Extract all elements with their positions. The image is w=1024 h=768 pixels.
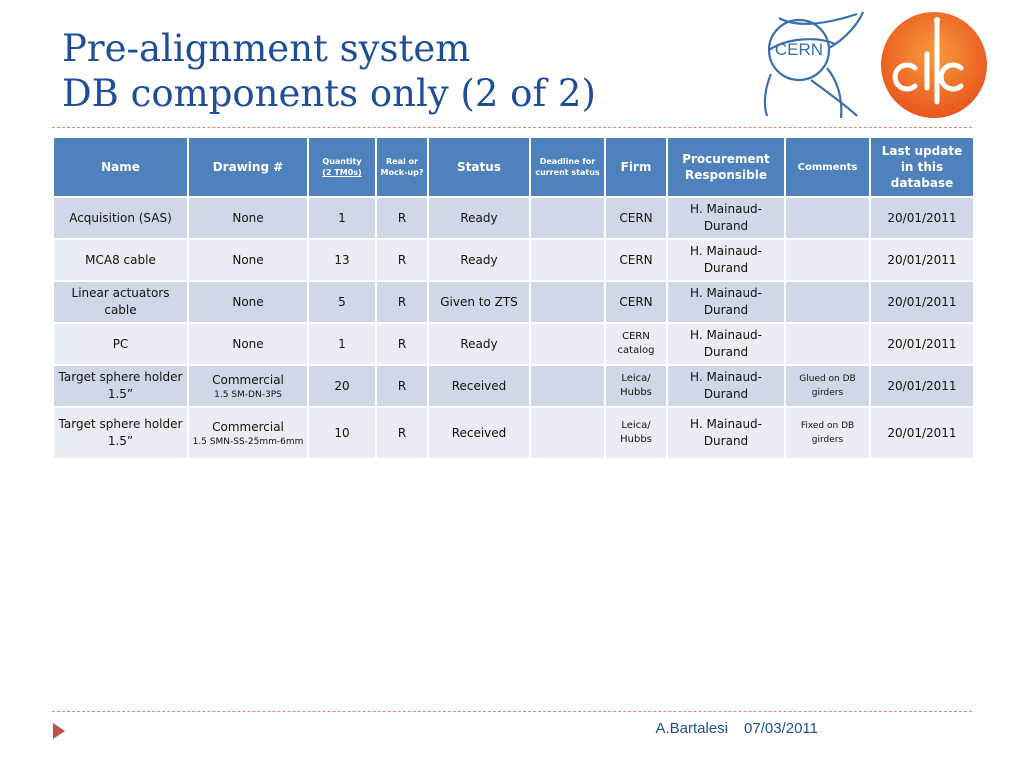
cell-status: Ready xyxy=(428,323,530,365)
components-table xyxy=(52,136,975,460)
footer-date: 07/03/2011 xyxy=(744,720,818,737)
cell-last-update: 20/01/2011 xyxy=(870,323,974,365)
table-row xyxy=(53,239,974,281)
slide-footer xyxy=(655,720,818,737)
header-procurement: Procurement Responsible xyxy=(667,137,785,197)
bottom-divider xyxy=(52,711,972,712)
header-last-update: Last update in this database xyxy=(870,137,974,197)
cell-name: MCA8 cable xyxy=(53,239,188,281)
cell-name: Target sphere holder 1.5” xyxy=(53,407,188,459)
cell-procurement: H. Mainaud-Durand xyxy=(667,323,785,365)
cell-firm: CERN xyxy=(605,239,667,281)
cell-deadline xyxy=(530,407,605,459)
arrow-bullet-icon xyxy=(52,722,66,740)
cell-drawing-sub: 1.5 SMN-SS-25mm-6mm xyxy=(192,436,304,447)
cell-procurement: H. Mainaud-Durand xyxy=(667,239,785,281)
cell-name: Acquisition (SAS) xyxy=(53,197,188,239)
cell-procurement: H. Mainaud-Durand xyxy=(667,365,785,407)
table-row xyxy=(53,365,974,407)
cell-drawing-sub: 1.5 SM-DN-3PS xyxy=(214,389,282,400)
header-deadline: Deadline for current status xyxy=(530,137,605,197)
header-drawing: Drawing # xyxy=(188,137,308,197)
cell-status: Ready xyxy=(428,197,530,239)
cell-real: R xyxy=(376,281,428,323)
cell-procurement: H. Mainaud-Durand xyxy=(667,197,785,239)
cell-quantity: 5 xyxy=(308,281,376,323)
table-row xyxy=(53,323,974,365)
cell-comments: Glued on DB girders xyxy=(785,365,870,407)
cell-real: R xyxy=(376,323,428,365)
cell-status: Received xyxy=(428,365,530,407)
table-row xyxy=(53,197,974,239)
top-divider xyxy=(52,127,972,128)
cell-deadline xyxy=(530,239,605,281)
cell-firm: Leica/ Hubbs xyxy=(605,365,667,407)
header-firm: Firm xyxy=(605,137,667,197)
cell-drawing xyxy=(188,407,308,459)
cell-procurement: H. Mainaud-Durand xyxy=(667,407,785,459)
footer-author: A.Bartalesi xyxy=(655,720,729,737)
cell-real: R xyxy=(376,407,428,459)
cell-procurement: H. Mainaud-Durand xyxy=(667,281,785,323)
cell-status: Given to ZTS xyxy=(428,281,530,323)
table-row xyxy=(53,407,974,459)
cell-comments xyxy=(785,281,870,323)
cell-comments xyxy=(785,197,870,239)
cell-last-update: 20/01/2011 xyxy=(870,365,974,407)
cern-logo xyxy=(757,8,867,120)
cell-last-update: 20/01/2011 xyxy=(870,407,974,459)
cell-name: Linear actuators cable xyxy=(53,281,188,323)
cell-comments xyxy=(785,323,870,365)
cern-logo-text: CERN xyxy=(774,40,824,59)
cell-last-update: 20/01/2011 xyxy=(870,197,974,239)
cell-last-update: 20/01/2011 xyxy=(870,281,974,323)
cell-drawing xyxy=(188,365,308,407)
header-quantity-sub: (2 TM0s) xyxy=(322,168,362,177)
cell-last-update: 20/01/2011 xyxy=(870,239,974,281)
cell-deadline xyxy=(530,323,605,365)
slide-title-line-2: DB components only (2 of 2) xyxy=(62,72,596,115)
header-status: Status xyxy=(428,137,530,197)
cell-firm: CERN xyxy=(605,281,667,323)
cell-deadline xyxy=(530,281,605,323)
cell-real: R xyxy=(376,239,428,281)
cell-firm: CERN catalog xyxy=(605,323,667,365)
cell-comments: Fixed on DB girders xyxy=(785,407,870,459)
slide-title xyxy=(62,26,596,116)
header-real: Real or Mock-up? xyxy=(376,137,428,197)
cell-quantity: 10 xyxy=(308,407,376,459)
cell-quantity: 20 xyxy=(308,365,376,407)
header-quantity-label: Quantity xyxy=(322,157,362,166)
slide-title-line-1: Pre-alignment system xyxy=(62,27,471,70)
cell-status: Received xyxy=(428,407,530,459)
cell-status: Ready xyxy=(428,239,530,281)
cell-deadline xyxy=(530,197,605,239)
cell-name: PC xyxy=(53,323,188,365)
cell-drawing: None xyxy=(188,281,308,323)
cell-firm: Leica/ Hubbs xyxy=(605,407,667,459)
cell-drawing: None xyxy=(188,197,308,239)
cell-quantity: 1 xyxy=(308,197,376,239)
cell-deadline xyxy=(530,365,605,407)
cell-drawing: None xyxy=(188,239,308,281)
cell-quantity: 1 xyxy=(308,323,376,365)
cell-real: R xyxy=(376,197,428,239)
cell-real: R xyxy=(376,365,428,407)
cell-firm: CERN xyxy=(605,197,667,239)
table-row xyxy=(53,281,974,323)
clic-logo xyxy=(879,10,989,120)
cell-name: Target sphere holder 1.5” xyxy=(53,365,188,407)
header-name: Name xyxy=(53,137,188,197)
header-quantity xyxy=(308,137,376,197)
cell-drawing-main: Commercial xyxy=(212,419,284,434)
cell-drawing-main: Commercial xyxy=(212,372,284,387)
cell-comments xyxy=(785,239,870,281)
cell-drawing: None xyxy=(188,323,308,365)
cell-quantity: 13 xyxy=(308,239,376,281)
header-comments: Comments xyxy=(785,137,870,197)
table-header-row xyxy=(53,137,974,197)
